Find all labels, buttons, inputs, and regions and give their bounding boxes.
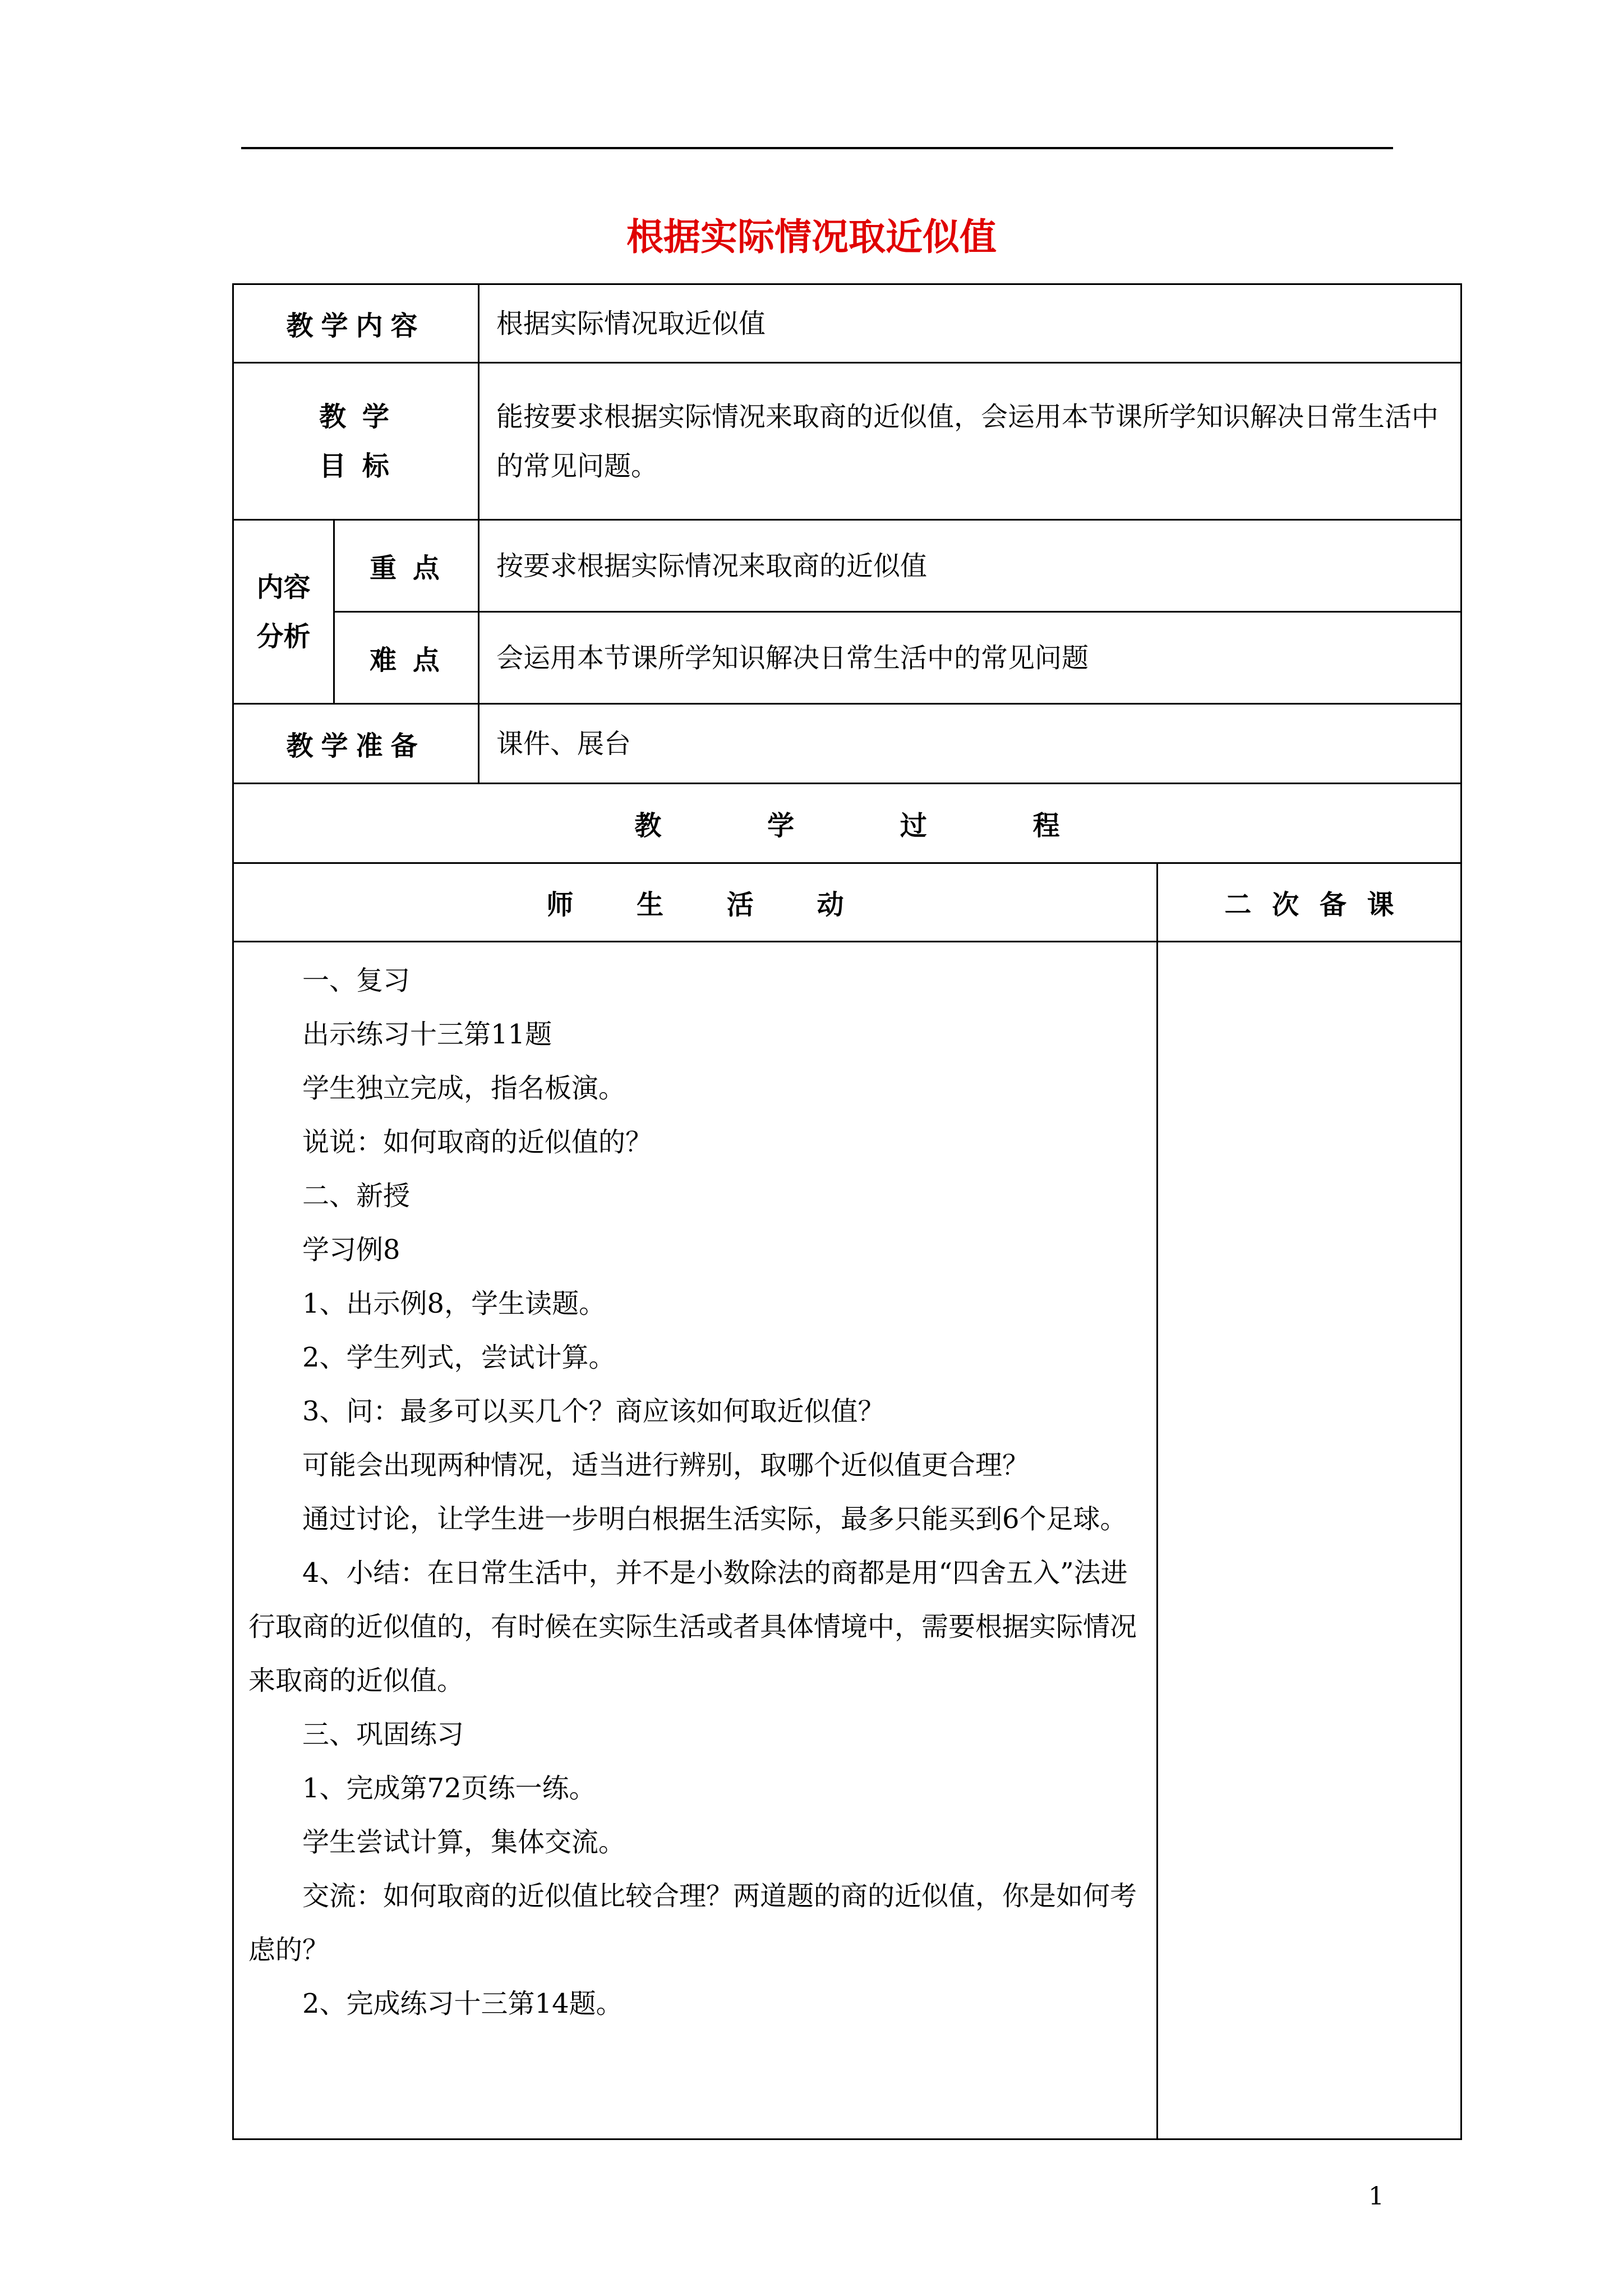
activity-header-char: 动 (817, 889, 844, 921)
activity-line: 3、问：最多可以买几个？商应该如何取近似值？ (302, 1396, 885, 1427)
activity-line: 可能会出现两种情况，适当进行辨别，取哪个近似值更合理？ (302, 1450, 1030, 1481)
lesson-plan-table (232, 283, 1462, 2140)
activity-line: 三、巩固练习 (302, 1719, 464, 1750)
prep-value: 课件、展台 (479, 704, 1461, 784)
second-prep-header-char: 二 (1224, 889, 1252, 921)
activity-line: 通过讨论，让学生进一步明白根据生活实际，最多只能买到6个足球。 (302, 1503, 1127, 1535)
difficulty-label: 难 点 (334, 612, 479, 704)
activity-header-char: 活 (726, 889, 754, 921)
analysis-label (233, 520, 334, 704)
activity-line: 4、小结：在日常生活中，并不是小数除法的商都是用“四舍五入”法进行取商的近似值的，有时候在实际生活或者具体情境中，需要根据实际情况来取商的近似值。 (248, 1557, 1137, 1696)
activity-line: 1、完成第72页练一练。 (302, 1773, 596, 1804)
activity-header-char: 生 (637, 889, 664, 921)
process-header (233, 784, 1461, 863)
activity-content (233, 942, 1158, 2139)
goal-label-line1: 教 学 (319, 401, 393, 432)
second-prep-header-char: 课 (1367, 889, 1394, 921)
activity-line: 2、学生列式，尝试计算。 (302, 1342, 616, 1373)
activity-line: 1、出示例8，学生读题。 (302, 1288, 606, 1319)
activity-header-char: 师 (546, 889, 574, 921)
process-header-char: 程 (1032, 810, 1060, 841)
page-number: 1 (1368, 2182, 1384, 2211)
analysis-label-line2: 分析 (256, 620, 311, 652)
row-goal (233, 363, 1461, 520)
key-label: 重 点 (334, 520, 479, 612)
second-prep-header-char: 次 (1272, 889, 1299, 921)
goal-label-line2: 目 标 (319, 450, 393, 482)
goal-label (233, 363, 479, 520)
activity-line: 学生尝试计算，集体交流。 (302, 1826, 626, 1858)
activity-line: 交流：如何取商的近似值比较合理？两道题的商的近似值，你是如何考虑的？ (248, 1880, 1137, 1966)
activity-line: 2、完成练习十三第14题。 (302, 1988, 623, 2019)
activity-line: 二、新授 (302, 1180, 411, 1212)
header-rule (241, 147, 1393, 149)
process-header-char: 学 (767, 810, 795, 841)
second-prep-header-char: 备 (1319, 889, 1347, 921)
process-header-char: 过 (900, 810, 927, 841)
content-value: 根据实际情况取近似值 (479, 284, 1461, 363)
second-prep-header (1158, 863, 1461, 942)
activity-line: 学习例8 (302, 1234, 400, 1266)
content-label: 教学内容 (233, 284, 479, 363)
row-activities (233, 942, 1461, 2139)
activity-line: 说说：如何取商的近似值的？ (302, 1126, 653, 1158)
process-header-char: 教 (634, 810, 662, 841)
activity-line: 一、复习 (302, 965, 411, 996)
activity-line: 学生独立完成，指名板演。 (302, 1073, 626, 1104)
activity-line: 出示练习十三第11题 (302, 1019, 552, 1050)
key-value: 按要求根据实际情况来取商的近似值 (479, 520, 1461, 612)
page-title: 根据实际情况取近似值 (626, 215, 997, 259)
row-key (233, 520, 1461, 612)
row-difficulty (233, 612, 1461, 704)
row-content (233, 284, 1461, 363)
difficulty-value: 会运用本节课所学知识解决日常生活中的常见问题 (479, 612, 1461, 704)
second-prep-cell (1158, 942, 1461, 2139)
row-process-header (233, 784, 1461, 863)
row-column-headers (233, 863, 1461, 942)
analysis-label-line1: 内容 (256, 571, 311, 603)
goal-value: 能按要求根据实际情况来取商的近似值，会运用本节课所学知识解决日常生活中的常见问题。 (479, 363, 1461, 520)
activity-header (233, 863, 1158, 942)
row-prep (233, 704, 1461, 784)
prep-label: 教学准备 (233, 704, 479, 784)
